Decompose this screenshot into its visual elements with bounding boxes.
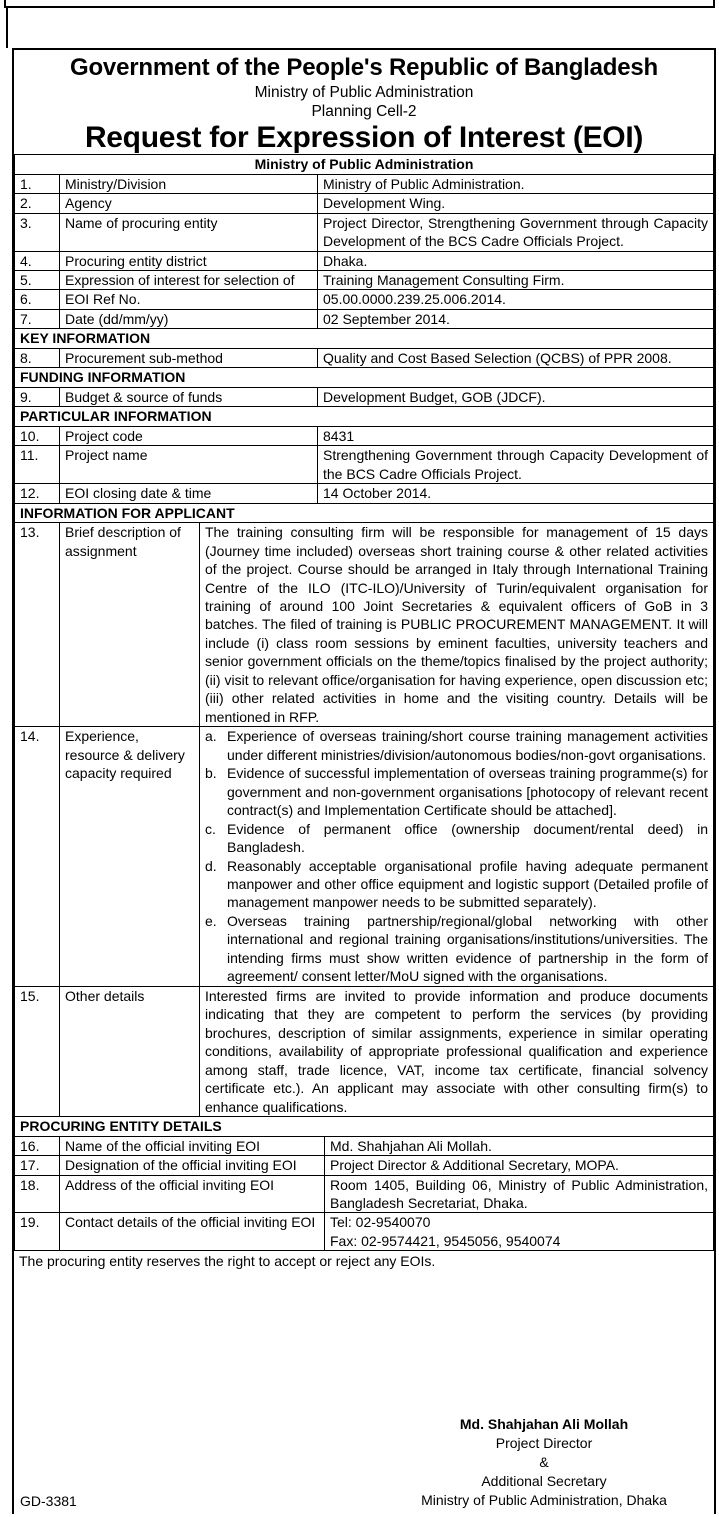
- ministry-name: Ministry of Public Administration: [254, 83, 474, 101]
- signature-block: [374, 1415, 714, 1509]
- eoi-table: [14, 154, 714, 1251]
- key-information-header: KEY INFORMATION: [15, 329, 714, 348]
- table-row: [15, 1156, 714, 1175]
- table-row: [15, 484, 714, 503]
- table-row: [15, 523, 714, 727]
- table-row: [15, 1175, 714, 1213]
- row-label: Other details: [60, 986, 200, 1116]
- cell-name: Planning Cell-2: [311, 103, 417, 121]
- row-number: 10.: [15, 426, 60, 445]
- table-row: [15, 387, 714, 406]
- row-value: Quality and Cost Based Selection (QCBS) of PPR 2008.: [318, 348, 714, 367]
- row-value: Development Wing.: [318, 194, 714, 213]
- table-row: [15, 213, 714, 251]
- signatory-name: Md. Shahjahan Ali Mollah: [459, 1416, 629, 1432]
- requirements-list-cell: [200, 727, 714, 987]
- row-number: 9.: [15, 387, 60, 406]
- table-row: [15, 446, 714, 484]
- contact-fax: Fax: 02-9574421, 9545056, 9540074: [330, 1232, 561, 1249]
- list-item-tag: a.: [205, 728, 217, 745]
- section-header-row: [15, 1117, 714, 1136]
- table-row: [15, 1136, 714, 1155]
- row-number: 7.: [15, 309, 60, 328]
- contact-cell: [325, 1213, 714, 1251]
- row-value: Dhaka.: [318, 251, 714, 270]
- eoi-table-body: [15, 155, 714, 1251]
- row-number: 13.: [15, 523, 60, 727]
- table-row: [15, 194, 714, 213]
- section-header-row: [15, 368, 714, 387]
- table-row: [15, 271, 714, 290]
- signatory-line-1: Project Director: [495, 1434, 593, 1451]
- row-number: 2.: [15, 194, 60, 213]
- funding-information-header: FUNDING INFORMATION: [15, 368, 714, 387]
- row-value: 05.00.0000.239.25.006.2014.: [318, 290, 714, 309]
- row-label: Name of the official inviting EOI: [60, 1136, 325, 1155]
- signatory-line-4: Ministry of Public Administration, Dhaka: [421, 1491, 667, 1508]
- row-number: 8.: [15, 348, 60, 367]
- eoi-notice: [12, 48, 716, 1514]
- row-value: 14 October 2014.: [318, 484, 714, 503]
- signatory-line-2: &: [539, 1453, 549, 1470]
- applicant-information-header: INFORMATION FOR APPLICANT: [15, 503, 714, 522]
- row-label: Brief description of assignment: [60, 523, 200, 727]
- list-item-text: Evidence of permanent office (ownership document/rental deed) in Bangladesh.: [227, 820, 708, 856]
- requirements-list: [205, 727, 708, 986]
- contact-telephone: Tel: 02-9540070: [330, 1214, 431, 1231]
- table-row: [15, 986, 714, 1116]
- row-number: 4.: [15, 251, 60, 270]
- row-label: EOI Ref No.: [60, 290, 318, 309]
- gd-number: GD-3381: [20, 1493, 77, 1509]
- list-item-text: Overseas training partnership/regional/global networking with other international and regional training organisations/institutions/universities. The intending firms must show written evidence of partnership in the form of agreement/ consent letter/MoU signed with the organisations.: [227, 912, 708, 985]
- list-item: [205, 727, 708, 764]
- row-label: Expression of interest for selection of: [60, 271, 318, 290]
- row-value: Room 1405, Building 06, Ministry of Public Administration, Bangladesh Secretariat, Dhaka.: [325, 1175, 714, 1213]
- procuring-entity-header: PROCURING ENTITY DETAILS: [15, 1117, 714, 1136]
- signatory-line-3: Additional Secretary: [481, 1472, 607, 1489]
- section-header-row: [15, 503, 714, 522]
- table-row: [15, 1213, 714, 1251]
- row-value: 02 September 2014.: [318, 309, 714, 328]
- top-gap-border: [6, 8, 713, 48]
- row-value: Project Director, Strengthening Government through Capacity Development of the BCS Cadre Officials Project.: [318, 213, 714, 251]
- list-item-tag: b.: [205, 765, 217, 782]
- list-item-tag: d.: [205, 857, 217, 874]
- row-label: Procuring entity district: [60, 251, 318, 270]
- row-value: Strengthening Government through Capacity Development of the BCS Cadre Officials Project.: [318, 446, 714, 484]
- row-number: 18.: [15, 1175, 60, 1213]
- row-label: Ministry/Division: [60, 174, 318, 193]
- eoi-title: Request for Expression of Interest (EOI): [84, 120, 644, 154]
- row-value: The training consulting firm will be responsible for management of 15 days (Journey time included) overseas short training course & other related activities of the project. Course should be arranged in Italy through International Training Centre of the ILO (ITC-ILO)/University of Turin/equivalent organisation for training of around 100 Joint Secretaries & equivalent officers of GoB in 3 batches. The filed of training is PUBLIC PROCUREMENT MANAGEMENT. It will include (i) class room sessions by eminent faculties, university teachers and senior government officials on the theme/topics finalised by the project authority; (ii) visit to relevant office/organisation for having experience, open discussion etc; (iii) other related activities in home and the visiting country. Details will be mentioned in RFP.: [200, 523, 714, 727]
- row-label: Project code: [60, 426, 318, 445]
- row-number: 14.: [15, 727, 60, 987]
- row-label: Procurement sub-method: [60, 348, 318, 367]
- list-item-text: Experience of overseas training/short course training management activities under different ministries/division/autonomous bodies/non-govt organisations.: [227, 728, 708, 763]
- row-number: 15.: [15, 986, 60, 1116]
- row-value: 8431: [318, 426, 714, 445]
- section-header-row: [15, 329, 714, 348]
- row-label: Project name: [60, 446, 318, 484]
- row-label: Date (dd/mm/yy): [60, 309, 318, 328]
- row-label: Name of procuring entity: [60, 213, 318, 251]
- row-number: 11.: [15, 446, 60, 484]
- row-number: 12.: [15, 484, 60, 503]
- row-label: Contact details of the official inviting EOI: [60, 1213, 325, 1251]
- row-number: 3.: [15, 213, 60, 251]
- particular-information-header: PARTICULAR INFORMATION: [15, 407, 714, 426]
- row-label: Experience, resource & delivery capacity required: [60, 727, 200, 987]
- row-value: Md. Shahjahan Ali Mollah.: [325, 1136, 714, 1155]
- table-row: [15, 290, 714, 309]
- government-title: Government of the People's Republic of Bangladesh: [70, 54, 658, 81]
- list-item-text: Reasonably acceptable organisational profile having adequate permanent manpower and other office equipment and logistic support (Detailed profile of management manpower needs to be submitted separately).: [227, 857, 708, 911]
- row-number: 6.: [15, 290, 60, 309]
- table-row: [15, 309, 714, 328]
- row-value: Project Director & Additional Secretary, MOPA.: [325, 1156, 714, 1175]
- list-item: [205, 912, 708, 986]
- table-row: [15, 348, 714, 367]
- section-header-row: [15, 407, 714, 426]
- table-row: [15, 251, 714, 270]
- list-item-tag: e.: [205, 912, 217, 929]
- table-title-row: [15, 155, 714, 174]
- footer-note: The procuring entity reserves the right to accept or reject any EOIs.: [19, 1253, 436, 1270]
- row-value: Interested firms are invited to provide information and produce documents indicating that they are competent to perform the services (by providing brochures, description of similar assignments, experience in similar operating conditions, availability of appropriate professional qualification and experience among staff, trade licence, VAT, income tax certificate, financial solvency certificate etc.). An applicant may associate with other consulting firm(s) to enhance qualifications.: [200, 986, 714, 1116]
- row-label: EOI closing date & time: [60, 484, 318, 503]
- list-item-text: Evidence of successful implementation of overseas training programme(s) for government and non-government organisations [photocopy of relevant recent contract(s) and Implementation Certificate should be attached].: [227, 765, 708, 819]
- list-item: [205, 857, 708, 912]
- row-value: Training Management Consulting Firm.: [318, 271, 714, 290]
- notice-header: [14, 55, 714, 154]
- row-number: 16.: [15, 1136, 60, 1155]
- list-item-tag: c.: [205, 820, 216, 837]
- row-label: Budget & source of funds: [60, 387, 318, 406]
- list-item: [205, 764, 708, 819]
- top-frame-border: [4, 0, 715, 8]
- row-label: Designation of the official inviting EOI: [60, 1156, 325, 1175]
- table-row: [15, 426, 714, 445]
- list-item: [205, 820, 708, 857]
- row-number: 5.: [15, 271, 60, 290]
- row-number: 1.: [15, 174, 60, 193]
- row-number: 17.: [15, 1156, 60, 1175]
- table-title: Ministry of Public Administration: [15, 155, 714, 174]
- row-label: Agency: [60, 194, 318, 213]
- table-row: [15, 727, 714, 987]
- row-value: Development Budget, GOB (JDCF).: [318, 387, 714, 406]
- table-row: [15, 174, 714, 193]
- row-number: 19.: [15, 1213, 60, 1251]
- row-value: Ministry of Public Administration.: [318, 174, 714, 193]
- row-label: Address of the official inviting EOI: [60, 1175, 325, 1213]
